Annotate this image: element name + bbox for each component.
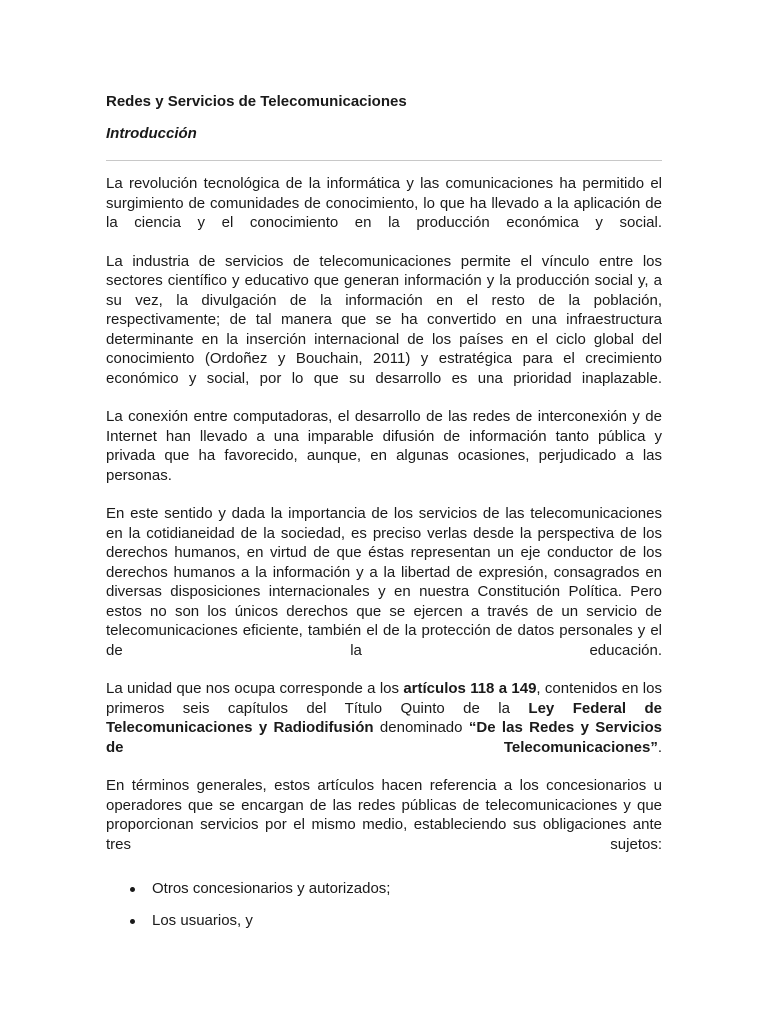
- paragraph-5-text-4: .: [657, 738, 662, 756]
- paragraph-5-text-2: , contenidos en los primeros seis capítulos del Título Quinto de la: [106, 680, 662, 717]
- list-item: [106, 911, 662, 931]
- title-name: “De las Redes y Servicios de Telecomunicaciones”: [106, 719, 662, 756]
- list-item-text: Otros concesionarios y autorizados;: [152, 880, 391, 897]
- paragraph-3: La conexión entre computadoras, el desarrollo de las redes de interconexión y de Internet han llevado a una imparable difusión de información tanto pública y privada que ha favorecido, aunque, en algunas ocasiones, perjudicado a las personas.: [106, 408, 662, 484]
- list-item-text: Los usuarios, y: [152, 911, 253, 929]
- paragraph-1: La revolución tecnológica de la informática y las comunicaciones ha permitido el surgimiento de comunidades de conocimiento, lo que ha llevado a la aplicación de la ciencia y el conocimiento en la producción económica y social.: [106, 175, 662, 231]
- paragraph-4: En este sentido y dada la importancia de los servicios de las telecomunicaciones en la cotidianeidad de la sociedad, es preciso verlas desde la perspectiva de los derechos humanos, en virtud de que éstas representan un eje conductor de los derechos humanos a la información y a la libertad de expresión, consagrados en diversas disposiciones internacionales y en nuestra Constitución Política. Pero estos no son los únicos derechos que se ejercen a través de un servicio de telecomunicaciones eficiente, también el de la protección de datos personales y el de la educación.: [106, 505, 662, 659]
- paragraph-6: En términos generales, estos artículos hacen referencia a los concesionarios u operadores que se encargan de las redes públicas de telecomunicaciones y que proporcionan servicios por el mismo medio, estableciendo sus obligaciones ante tres sujetos:: [106, 777, 662, 853]
- document-title: Redes y Servicios de Telecomunicaciones: [106, 93, 407, 110]
- bullet-icon: [130, 919, 135, 924]
- law-name: Ley Federal de Telecomunicaciones y Radiodifusión: [106, 699, 662, 736]
- bullet-list: [106, 879, 662, 930]
- divider: [106, 160, 662, 161]
- paragraph-5-text-3: denominado: [373, 719, 469, 736]
- list-item: [106, 879, 662, 899]
- bullet-icon: [130, 887, 135, 892]
- paragraph-5: [106, 679, 662, 757]
- section-title: Introducción: [106, 125, 197, 142]
- paragraph-5-text-1: La unidad que nos ocupa corresponde a los: [106, 680, 404, 697]
- articles-reference: artículos 118 a 149: [403, 680, 537, 697]
- paragraph-2: La industria de servicios de telecomunicaciones permite el vínculo entre los sectores científico y educativo que generan información y la producción social y, a su vez, la divulgación de la información en el resto de la población, respectivamente; de tal manera que se ha convertido en una infraestructura determinante en la inserción internacional de los países en el ciclo global del conocimiento (Ordoñez y Bouchain, 2011) y estratégica para el crecimiento económico y social, por lo que su desarrollo es una prioridad inaplazable.: [106, 252, 662, 387]
